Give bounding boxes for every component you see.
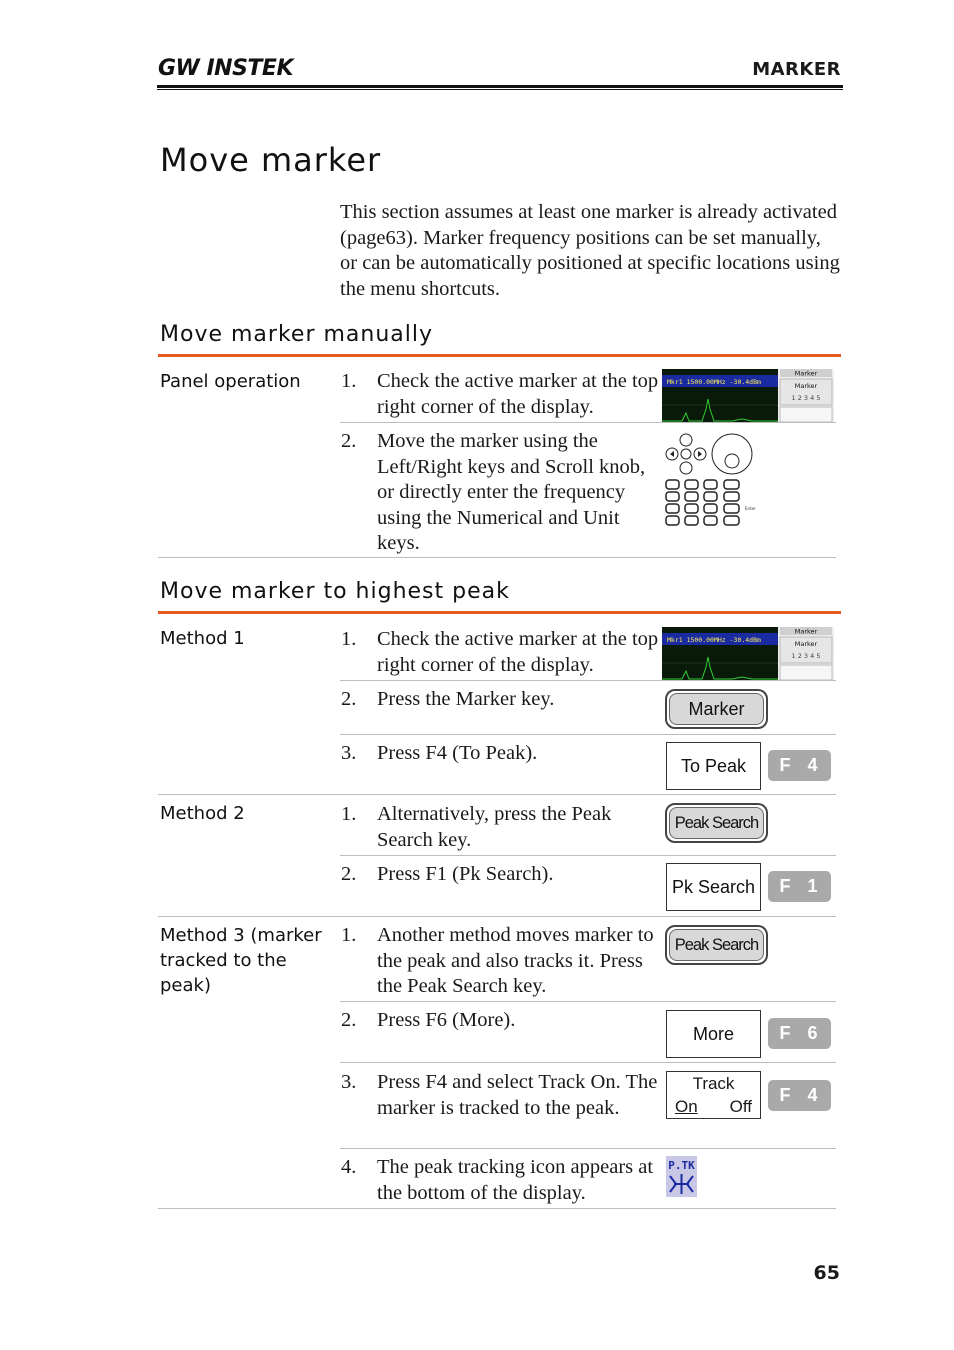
step-number: 3. [341, 1071, 357, 1093]
header-rule [157, 85, 843, 88]
step-text: Press F1 (Pk Search). [377, 863, 554, 885]
section-rule [158, 611, 841, 614]
svg-text:Marker: Marker [794, 369, 818, 378]
readout-text: Mkr1 1500.00MHz -30.4dBm [667, 636, 761, 644]
step-text: Press the Marker key. [377, 688, 555, 710]
peak-search-key-label: Peak Search [669, 807, 764, 839]
step-text: Move the marker using the Left/Right keys and Scroll knob, or directly enter the frequency using the Numerical and Unit keys. [377, 430, 646, 554]
row-divider [340, 855, 836, 856]
track-off-option: Off [729, 1097, 752, 1116]
step-number: 1. [341, 628, 357, 650]
peak-search-key-label: Peak Search [669, 929, 764, 961]
row-divider [158, 916, 836, 917]
step-number: 3. [341, 742, 357, 764]
row-divider [158, 1208, 836, 1209]
step-text: Alternatively, press the Peak Search key. [377, 803, 612, 851]
row-divider [340, 734, 836, 735]
row-label-panel-operation: Panel operation [160, 371, 301, 392]
peak-tracking-icon-label: P.TK [668, 1159, 695, 1172]
svg-text:Enter: Enter [745, 506, 756, 511]
row-divider [340, 422, 836, 423]
display-thumbnail [662, 627, 834, 680]
pk-search-softkey[interactable]: Pk Search [666, 863, 761, 911]
section-heading-peak: Move marker to highest peak [160, 579, 510, 604]
row-divider [340, 1062, 836, 1063]
f4-key[interactable]: F 4 [768, 750, 831, 781]
step-text: Another method moves marker to the peak and also tracks it. Press the Peak Search key. [377, 924, 654, 997]
step-number: 1. [341, 924, 357, 946]
row-label-method-3: Method 3 (marker tracked to the peak) [160, 925, 322, 996]
step-number: 1. [341, 803, 357, 825]
svg-text:Marker: Marker [794, 382, 818, 390]
header-rule-thin [157, 89, 843, 90]
f4-key[interactable]: F 4 [768, 1080, 831, 1111]
step-number: 2. [341, 1009, 357, 1031]
section-rule [158, 354, 841, 357]
intro-paragraph: This section assumes at least one marker is already activated (page63). Marker frequency positions can be set manually, or can be automatically positioned at specific locations using the menu shortcuts. [340, 201, 840, 300]
to-peak-softkey[interactable]: To Peak [666, 742, 761, 790]
step-text: The peak tracking icon appears at the bottom of the display. [377, 1156, 654, 1204]
peak-tracking-icon [666, 1156, 697, 1197]
front-panel-keypad-illustration [663, 430, 763, 530]
marker-key[interactable] [665, 689, 768, 729]
row-divider [340, 680, 836, 681]
peak-search-key[interactable] [665, 803, 768, 843]
display-thumbnail [662, 369, 834, 422]
page-title: Move marker [160, 141, 382, 179]
svg-text:Marker: Marker [794, 627, 818, 636]
row-divider [158, 794, 836, 795]
row-divider [340, 1001, 836, 1002]
row-divider [158, 557, 836, 558]
svg-text:Marker: Marker [794, 640, 818, 648]
readout-text: Mkr1 1500.00MHz -30.4dBm [667, 378, 761, 386]
step-number: 4. [341, 1156, 357, 1178]
svg-text:1 2 3 4 5: 1 2 3 4 5 [791, 652, 821, 660]
track-label: Track [692, 1074, 735, 1093]
f6-key[interactable]: F 6 [768, 1018, 831, 1049]
row-label-method-2: Method 2 [160, 803, 245, 824]
step-number: 1. [341, 370, 357, 392]
step-text: Press F4 (To Peak). [377, 742, 538, 764]
step-text: Press F4 and select Track On. The marker is tracked to the peak. [377, 1071, 658, 1119]
step-text: Check the active marker at the top right corner of the display. [377, 370, 659, 418]
row-label-method-1: Method 1 [160, 628, 245, 649]
step-number: 2. [341, 863, 357, 885]
section-heading-manual: Move marker manually [160, 322, 433, 347]
step-text: Press F6 (More). [377, 1009, 516, 1031]
step-number: 2. [341, 688, 357, 710]
step-text: Check the active marker at the top right corner of the display. [377, 628, 659, 676]
track-softkey[interactable] [666, 1071, 761, 1119]
page-number: 65 [813, 1262, 840, 1284]
marker-key-label: Marker [669, 693, 764, 725]
peak-search-key[interactable] [665, 925, 768, 965]
step-number: 2. [341, 430, 357, 452]
svg-text:1 2 3 4 5: 1 2 3 4 5 [791, 394, 821, 402]
f1-key[interactable]: F 1 [768, 871, 831, 902]
track-on-option: On [675, 1097, 698, 1116]
chapter-title: MARKER [752, 59, 841, 80]
row-divider [340, 1148, 836, 1149]
brand-logo: GW INSTEK [158, 56, 294, 81]
more-softkey[interactable]: More [666, 1010, 761, 1058]
